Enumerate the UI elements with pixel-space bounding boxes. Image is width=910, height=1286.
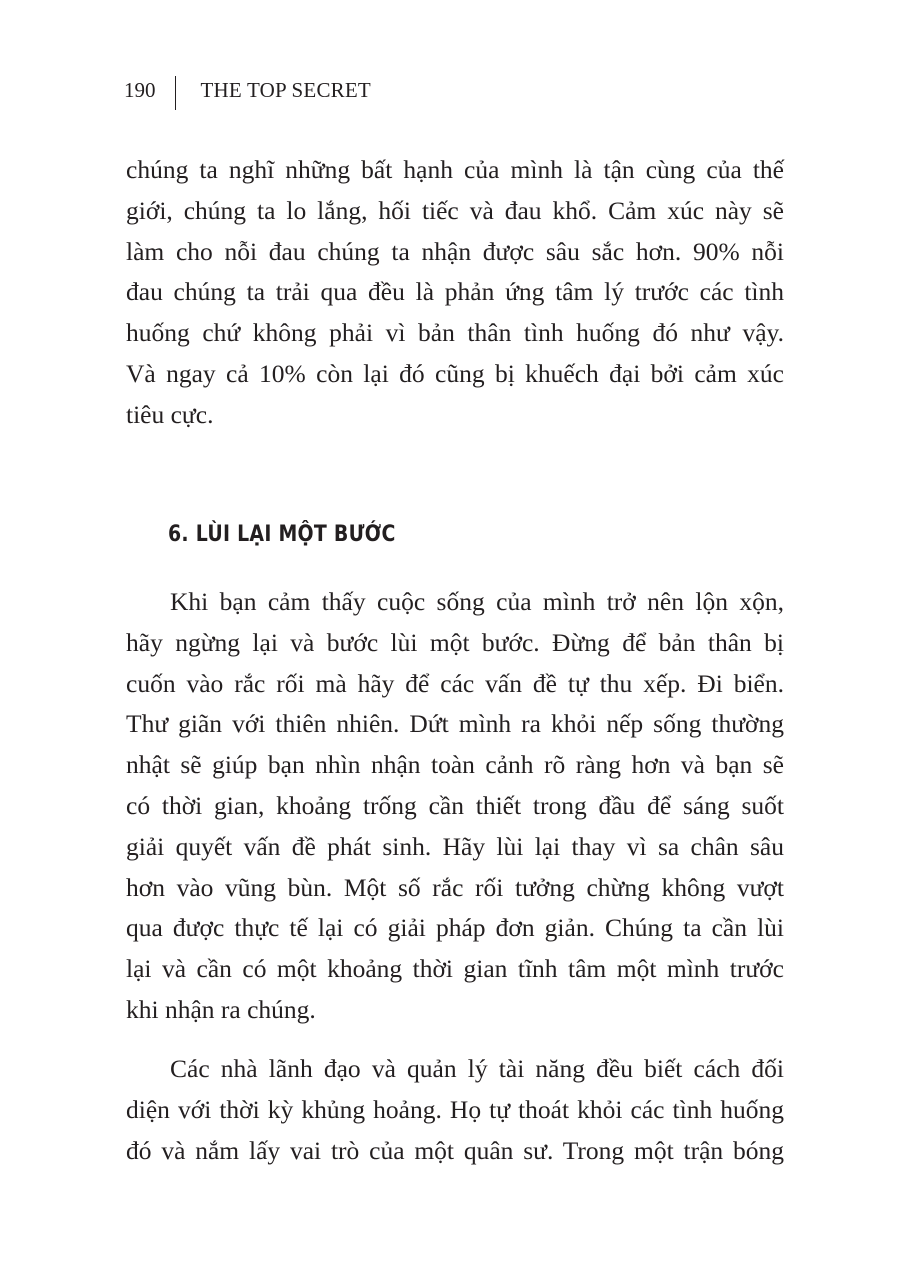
text-line: chúng ta nghĩ những bất hạnh của mình là tận cùng của thế [126, 155, 784, 184]
text-line: giải quyết vấn đề phát sinh. Hãy lùi lại thay vì sa chân sâu [126, 831, 784, 861]
text-line: hơn vào vũng bùn. Một số rắc rối tưởng chừng không vượt [126, 872, 784, 902]
text-line: làm cho nỗi đau chúng ta nhận được sâu sắc hơn. 90% nỗi [126, 236, 784, 266]
text-line: tiêu cực. [126, 399, 214, 429]
text-line: Và ngay cả 10% còn lại đó cũng bị khuếch đại bởi cảm xúc [126, 358, 784, 388]
header-divider [175, 76, 176, 110]
book-title: THE TOP SECRET [200, 78, 371, 102]
text-line: cuốn vào rắc rối mà hãy để các vấn đề tự thu xếp. Đi biển. [126, 668, 784, 698]
section-paragraph [126, 582, 784, 1031]
text-line: lại và cần có một khoảng thời gian tĩnh tâm một mình trước [126, 954, 784, 984]
text-line: hãy ngừng lại và bước lùi một bước. Đừng để bản thân bị [126, 627, 784, 657]
text-line: diện với thời kỳ khủng hoảng. Họ tự thoát khỏi các tình huống [126, 1094, 784, 1124]
text-line: qua được thực tế lại có giải pháp đơn giản. Chúng ta cần lùi [126, 913, 784, 943]
text-line: khi nhận ra chúng. [126, 994, 316, 1024]
text-line: đó và nắm lấy vai trò của một quân sư. Trong một trận bóng [126, 1135, 784, 1165]
text-line: giới, chúng ta lo lắng, hối tiếc và đau khổ. Cảm xúc này sẽ [126, 195, 784, 225]
text-line: Thư giãn với thiên nhiên. Dứt mình ra khỏi nếp sống thường [126, 709, 784, 739]
section-paragraph [126, 1049, 784, 1171]
text-line: có thời gian, khoảng trống cần thiết trong đầu để sáng suốt [126, 790, 784, 820]
text-line: huống chứ không phải vì bản thân tình huống đó như vậy. [126, 318, 784, 348]
page-number: 190 [124, 78, 156, 102]
intro-paragraph [126, 150, 784, 436]
text-line: Các nhà lãnh đạo và quản lý tài năng đều biết cách đối [170, 1054, 784, 1083]
section-heading: 6. LÙI LẠI MỘT BƯỚC [168, 522, 396, 547]
text-line: đau chúng ta trải qua đều là phản ứng tâm lý trước các tình [126, 277, 784, 307]
text-line: Khi bạn cảm thấy cuộc sống của mình trở nên lộn xộn, [170, 587, 784, 616]
running-header [124, 76, 371, 110]
text-line: nhật sẽ giúp bạn nhìn nhận toàn cảnh rõ ràng hơn và bạn sẽ [126, 750, 784, 780]
